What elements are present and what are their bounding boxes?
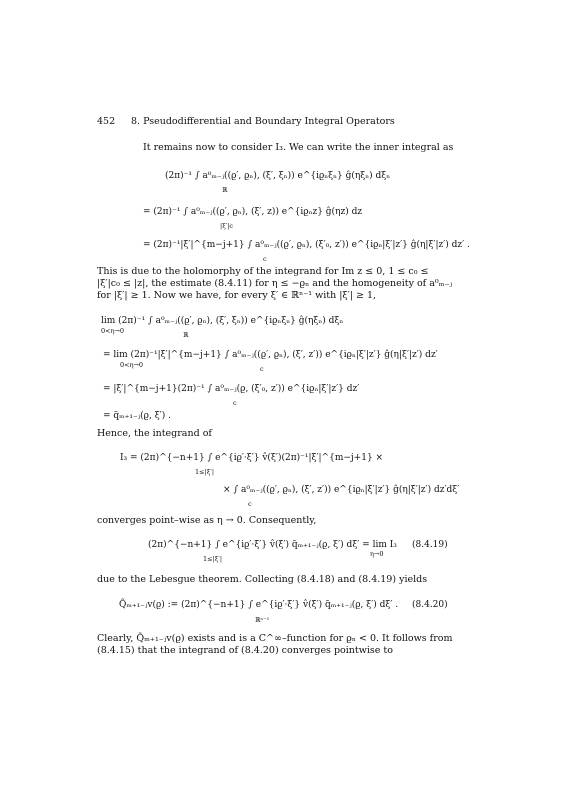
equation-number-8-4-19: (8.4.19) xyxy=(412,540,448,550)
paragraph-holomorphy-line-2: |ξ′|c₀ ≤ |z|, the estimate (8.4.11) for η ≤ −ϱₙ and the homogeneity of a⁰ₘ₋ⱼ xyxy=(97,278,453,289)
equation-1-line-2-domain: |ξ′|c xyxy=(220,222,234,230)
equation-2-line-3-domain: c xyxy=(233,399,237,407)
equation-2-line-2: = lim (2π)⁻¹|ξ′|^{m−j+1} ∫ a⁰ₘ₋ⱼ((ϱ′, ϱₙ), (ξ′, z′)) e^{iϱₙ|ξ′|z′} ĝ(η|ξ′|z′) dz′ xyxy=(103,350,438,360)
equation-3-line-2-domain: c xyxy=(248,500,252,508)
equation-2-line-1: lim (2π)⁻¹ ∫ a⁰ₘ₋ⱼ((ϱ′, ϱₙ), (ξ′, ξₙ)) e^{iϱₙξₙ} ĝ(ηξₙ) dξₙ xyxy=(101,316,344,326)
equation-8-4-20-domain: ℝⁿ⁻¹ xyxy=(255,616,270,624)
paragraph-intro: It remains now to consider I₃. We can write the inner integral as xyxy=(143,142,454,153)
paragraph-lebesgue: due to the Lebesgue theorem. Collecting (8.4.18) and (8.4.19) yields xyxy=(97,574,428,585)
equation-2-line-1-limit: 0<η→0 xyxy=(101,327,125,335)
equation-2-line-2-domain: c xyxy=(260,365,264,373)
running-title: 8. Pseudodifferential and Boundary Integral Operators xyxy=(131,116,395,127)
equation-2-line-4: = q̃ₘ₊₁₋ⱼ(ϱ, ξ′) . xyxy=(103,411,171,421)
equation-8-4-19-domain: 1≤|ξ′| xyxy=(203,555,223,563)
paragraph-clearly-line-1: Clearly, Q̃ₘ₊₁₋ⱼv(ϱ) exists and is a C^∞–function for ϱₙ < 0. It follows from xyxy=(97,633,453,644)
equation-2-line-3: = |ξ′|^{m−j+1}(2π)⁻¹ ∫ a⁰ₘ₋ⱼ(ϱ, (ξ′₀, z′)) e^{iϱₙ|ξ′|z′} dz′ xyxy=(103,384,360,394)
equation-8-4-19-limit: η→0 xyxy=(370,550,384,558)
equation-2-line-2-limit: 0<η→0 xyxy=(120,361,144,369)
equation-3-line-1-domain: 1≤|ξ′| xyxy=(195,468,215,476)
equation-3-line-2: × ∫ a⁰ₘ₋ⱼ((ϱ′, ϱₙ), (ξ′, z′)) e^{iϱₙ|ξ′|z′} ĝ(η|ξ′|z′) dz′dξ′ xyxy=(223,485,460,495)
paragraph-converges: converges point–wise as η → 0. Consequently, xyxy=(97,515,317,526)
paragraph-hence: Hence, the integrand of xyxy=(97,428,212,439)
equation-8-4-20: Q̃ₘ₊₁₋ⱼv(ϱ) := (2π)^{−n+1} ∫ e^{iϱ′·ξ′} v̂(ξ′) q̃ₘ₊₁₋ⱼ(ϱ, ξ′) dξ′ . xyxy=(119,600,399,610)
paragraph-clearly-line-2: (8.4.15) that the integrand of (8.4.20) converges pointwise to xyxy=(97,645,393,656)
equation-1-line-3-domain: c xyxy=(263,255,267,263)
equation-1-line-1: (2π)⁻¹ ∫ a⁰ₘ₋ⱼ((ϱ′, ϱₙ), (ξ′, ξₙ)) e^{iϱₙξₙ} ĝ(ηξₙ) dξₙ xyxy=(165,171,391,181)
equation-1-line-3: = (2π)⁻¹|ξ′|^{m−j+1} ∫ a⁰ₘ₋ⱼ((ϱ′, ϱₙ), (ξ′₀, z′)) e^{iϱₙ|ξ′|z′} ĝ(η|ξ′|z′) dz′ . xyxy=(143,240,470,250)
equation-8-4-19: (2π)^{−n+1} ∫ e^{iϱ′·ξ′} v̂(ξ′) q̃ₘ₊₁₋ⱼ(ϱ, ξ′) dξ′ = lim I₃ xyxy=(148,540,397,550)
equation-1-line-1-domain: ℝ xyxy=(222,186,228,194)
equation-3-line-1: I₃ = (2π)^{−n+1} ∫ e^{iϱ′·ξ′} v̂(ξ′)(2π)⁻¹|ξ′|^{m−j+1} × xyxy=(120,453,384,463)
equation-1-line-2: = (2π)⁻¹ ∫ a⁰ₘ₋ⱼ((ϱ′, ϱₙ), (ξ′, z)) e^{iϱₙz} ĝ(ηz) dz xyxy=(143,207,363,217)
paragraph-holomorphy-line-1: This is due to the holomorphy of the integrand for Im z ≤ 0, 1 ≤ c₀ ≤ xyxy=(97,266,429,277)
paragraph-holomorphy-line-3: for |ξ′| ≥ 1. Now we have, for every ξ′ ∈ ℝⁿ⁻¹ with |ξ′| ≥ 1, xyxy=(97,290,377,301)
page-number: 452 xyxy=(97,116,116,127)
equation-2-line-1-domain: ℝ xyxy=(183,331,189,339)
equation-number-8-4-20: (8.4.20) xyxy=(412,600,448,610)
